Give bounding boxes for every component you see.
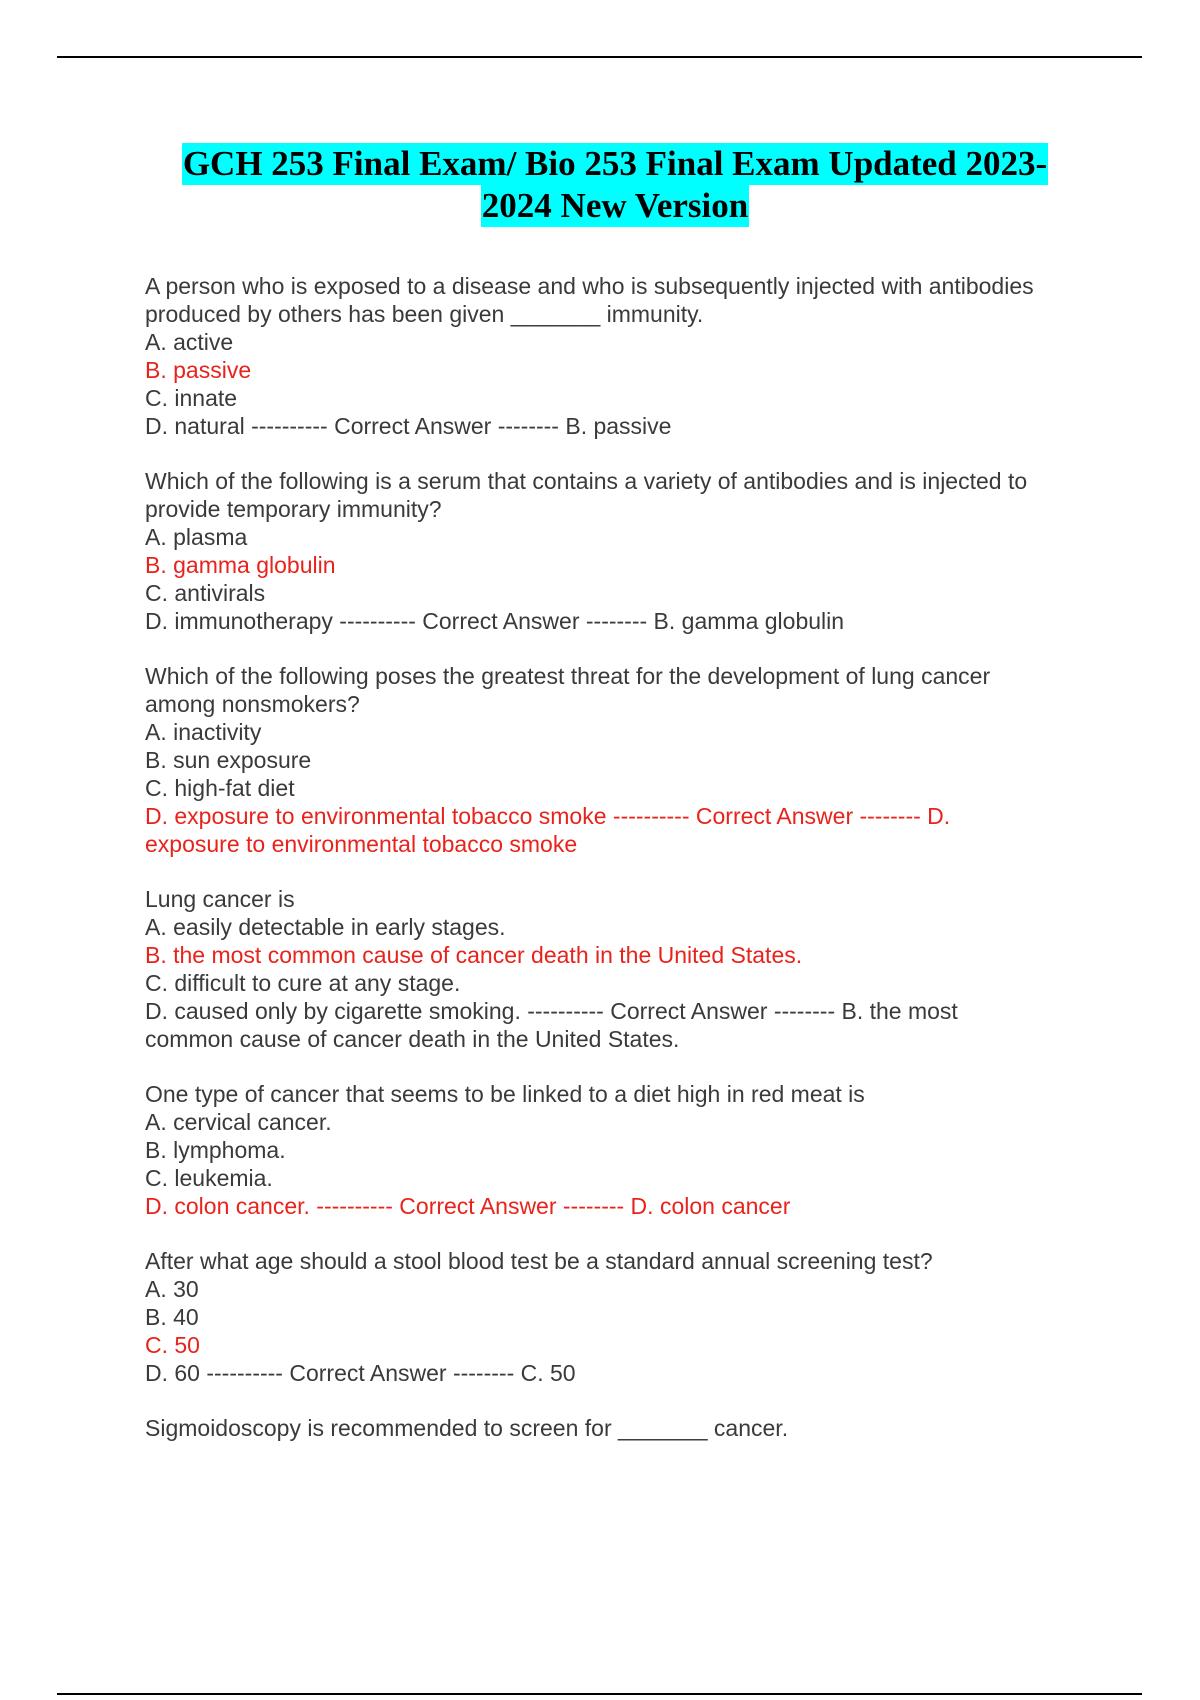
question-stem: among nonsmokers? [145,691,360,717]
top-rule [57,56,1142,58]
option-b: B. sun exposure [145,747,312,773]
option-d-with-answer: D. natural ---------- Correct Answer -------- B. passive [145,413,672,439]
question-stem: Which of the following is a serum that contains a variety of antibodies and is injected to [145,468,1028,494]
option-c: C. high-fat diet [145,775,295,801]
option-b: B. lymphoma. [145,1137,286,1163]
question-stem: A person who is exposed to a disease and who is subsequently injected with antibodies [145,273,1034,299]
question-5 [145,1080,1095,1220]
question-1 [145,272,1095,440]
option-d-with-answer: D. 60 ---------- Correct Answer -------- C. 50 [145,1360,576,1386]
question-stem: One type of cancer that seems to be linked to a diet high in red meat is [145,1081,865,1107]
option-b-correct: B. passive [145,357,252,383]
title-line-1: GCH 253 Final Exam/ Bio 253 Final Exam Updated 2023- [182,144,1048,183]
option-d-correct: D. colon cancer. ---------- Correct Answer -------- D. colon cancer [145,1193,791,1219]
title-line-2: 2024 New Version [481,186,749,225]
option-c-correct: C. 50 [145,1332,200,1358]
question-stem: After what age should a stool blood test be a standard annual screening test? [145,1248,933,1274]
option-a: A. active [145,329,234,355]
option-a: A. cervical cancer. [145,1109,332,1135]
option-b-correct: B. the most common cause of cancer death in the United States. [145,942,803,968]
question-list [145,272,1095,1469]
option-d-correct-cont: exposure to environmental tobacco smoke [145,831,578,857]
question-stem: Lung cancer is [145,886,295,912]
option-b-correct: B. gamma globulin [145,552,336,578]
question-stem: provide temporary immunity? [145,496,442,522]
option-d-with-answer: D. caused only by cigarette smoking. ---------- Correct Answer -------- B. the most [145,998,958,1024]
question-2 [145,467,1095,635]
question-3 [145,662,1095,858]
option-d-with-answer-cont: common cause of cancer death in the United States. [145,1026,680,1052]
option-c: C. leukemia. [145,1165,273,1191]
option-d-correct: D. exposure to environmental tobacco smoke ---------- Correct Answer -------- D. [145,803,951,829]
option-c: C. antivirals [145,580,266,606]
option-c: C. difficult to cure at any stage. [145,970,461,996]
option-b: B. 40 [145,1304,199,1330]
option-a: A. plasma [145,524,248,550]
document-title [100,143,1130,227]
question-stem: Which of the following poses the greatest threat for the development of lung cancer [145,663,991,689]
question-stem: produced by others has been given _______ immunity. [145,301,704,327]
option-a: A. inactivity [145,719,262,745]
question-7 [145,1414,1095,1442]
bottom-rule [57,1693,1142,1695]
question-stem: Sigmoidoscopy is recommended to screen for _______ cancer. [145,1415,789,1441]
question-4 [145,885,1095,1053]
option-a: A. 30 [145,1276,199,1302]
option-a: A. easily detectable in early stages. [145,914,506,940]
option-c: C. innate [145,385,238,411]
option-d-with-answer: D. immunotherapy ---------- Correct Answer -------- B. gamma globulin [145,608,845,634]
question-6 [145,1247,1095,1387]
